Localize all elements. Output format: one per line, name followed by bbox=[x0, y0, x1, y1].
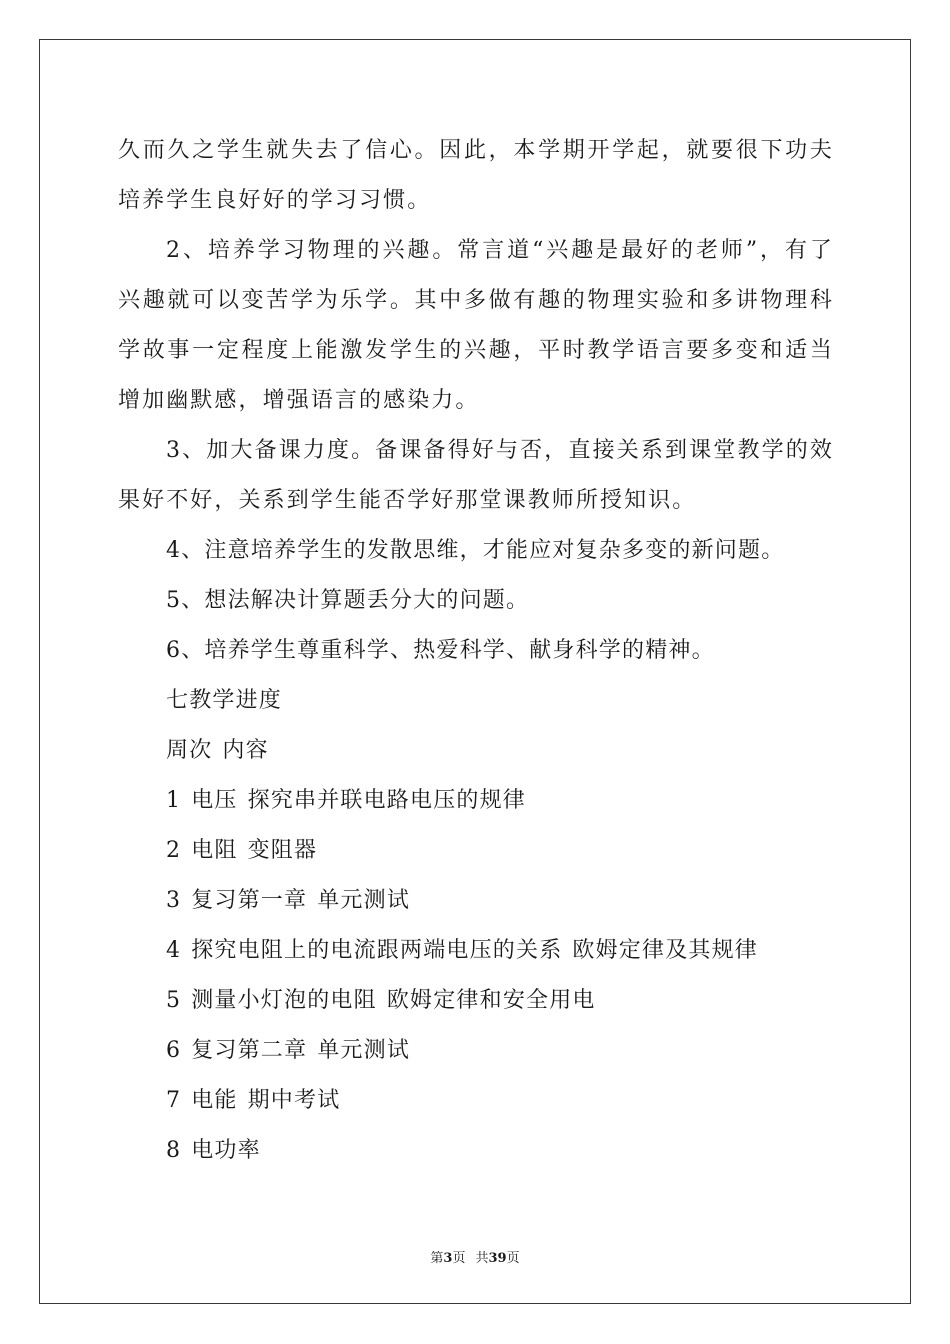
section-title: 七教学进度 bbox=[166, 688, 283, 713]
paragraph-item-3: 3、加大备课力度。备课备得好与否，直接关系到课堂教学的效果好不好，关系到学生能否学好那堂课教师所授知识。 bbox=[118, 438, 834, 513]
page-prefix: 第 bbox=[430, 1251, 444, 1266]
paragraph-item-6: 6、培养学生尊重科学、热爱科学、献身科学的精神。 bbox=[166, 638, 715, 663]
schedule-content: 欧姆定律及其规律 bbox=[572, 938, 759, 963]
total-prefix: 共 bbox=[475, 1251, 489, 1266]
schedule-content: 电压 bbox=[191, 788, 238, 813]
page-suffix: 页 bbox=[452, 1251, 466, 1266]
schedule-week: 7 bbox=[166, 1088, 182, 1113]
schedule-row bbox=[118, 826, 834, 876]
schedule-week: 6 bbox=[166, 1038, 182, 1063]
schedule-row bbox=[118, 876, 834, 926]
schedule-content: 单元测试 bbox=[317, 888, 411, 913]
schedule-content: 电功率 bbox=[191, 1138, 261, 1163]
schedule-row bbox=[118, 926, 834, 976]
schedule-content: 复习第二章 bbox=[191, 1038, 308, 1063]
paragraph-item-2: 2、培养学习物理的兴趣。常言道“兴趣是最好的老师”，有了兴趣就可以变苦学为乐学。其中多做有趣的物理实验和多讲物理科学故事一定程度上能激发学生的兴趣，平时教学语言要多变和适当增加幽默感，增强语言的感染力。 bbox=[118, 238, 834, 413]
schedule-row bbox=[118, 1026, 834, 1076]
paragraph-item-5: 5、想法解决计算题丢分大的问题。 bbox=[166, 588, 530, 613]
schedule-week: 4 bbox=[166, 938, 182, 963]
schedule-content: 欧姆定律和安全用电 bbox=[386, 988, 596, 1013]
schedule-header bbox=[118, 726, 834, 776]
schedule-row bbox=[118, 776, 834, 826]
document-body bbox=[118, 126, 834, 1176]
schedule-row bbox=[118, 976, 834, 1026]
schedule-header-week: 周次 bbox=[166, 738, 213, 763]
schedule-content: 单元测试 bbox=[317, 1038, 411, 1063]
schedule-content: 探究串并联电路电压的规律 bbox=[247, 788, 527, 813]
schedule-content: 电能 bbox=[191, 1088, 238, 1113]
schedule-row bbox=[118, 1076, 834, 1126]
schedule-content: 探究电阻上的电流跟两端电压的关系 bbox=[191, 938, 563, 963]
schedule-week: 5 bbox=[166, 988, 182, 1013]
schedule-header-content: 内容 bbox=[222, 738, 269, 763]
total-suffix: 页 bbox=[506, 1251, 520, 1266]
schedule-week: 1 bbox=[166, 788, 182, 813]
schedule-content: 变阻器 bbox=[247, 838, 318, 863]
schedule-week: 3 bbox=[166, 888, 182, 913]
schedule-row bbox=[118, 1126, 834, 1176]
paragraph-item-4: 4、注意培养学生的发散思维，才能应对复杂多变的新问题。 bbox=[166, 538, 785, 563]
schedule-content: 电阻 bbox=[191, 838, 238, 863]
total-pages: 39 bbox=[488, 1251, 507, 1266]
schedule-week: 8 bbox=[166, 1138, 182, 1163]
schedule-content: 复习第一章 bbox=[191, 888, 308, 913]
page-number: 3 bbox=[443, 1251, 453, 1266]
schedule-content: 期中考试 bbox=[247, 1088, 341, 1113]
schedule-content: 测量小灯泡的电阻 bbox=[191, 988, 377, 1013]
paragraph-continuation: 久而久之学生就失去了信心。因此，本学期开学起，就要很下功夫培养学生良好好的学习习惯。 bbox=[118, 138, 834, 213]
page-footer bbox=[0, 1247, 950, 1266]
schedule-week: 2 bbox=[166, 838, 182, 863]
